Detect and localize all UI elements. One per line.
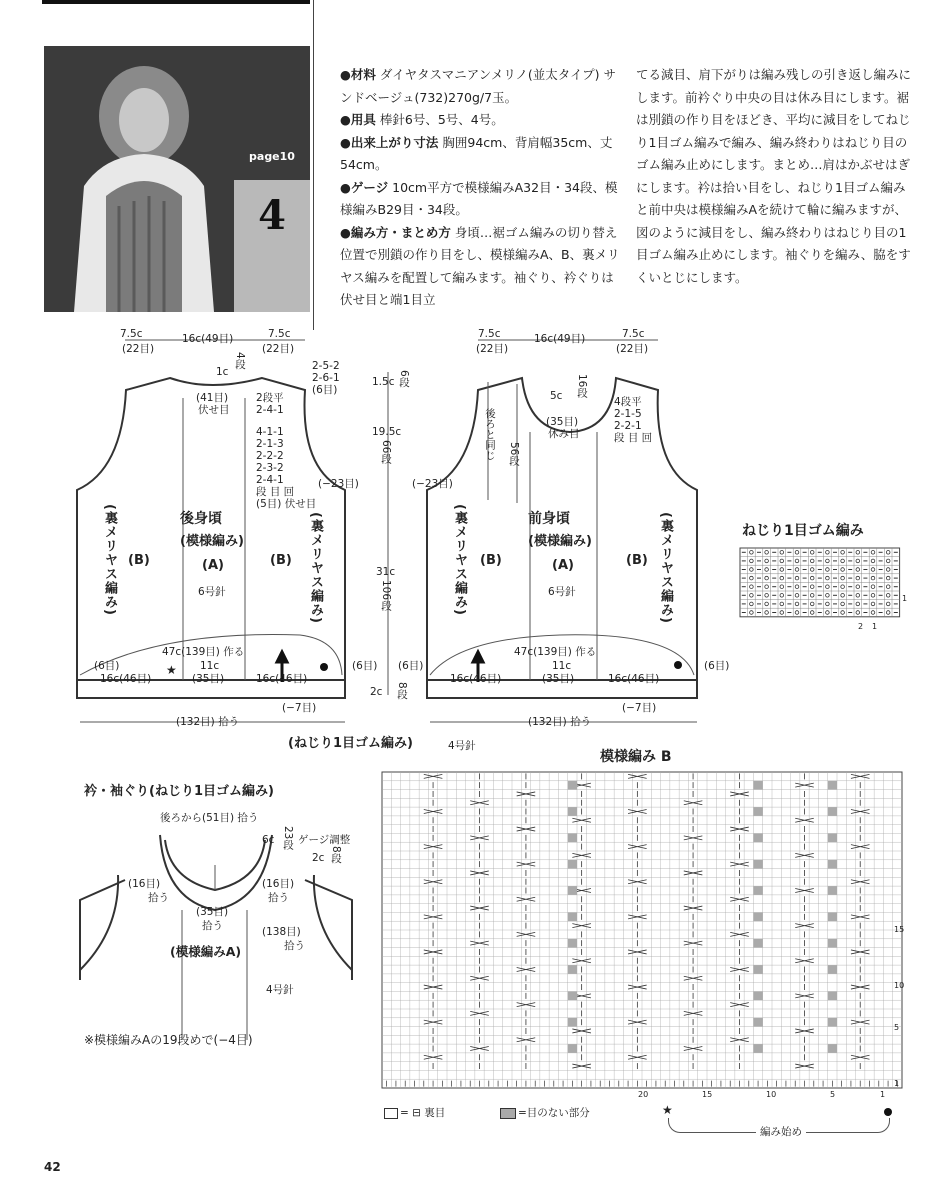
rib-label: (ねじり1目ゴム編み)	[288, 736, 413, 751]
dim-4-rows: 8段	[396, 682, 408, 700]
front-neck-seq-1: 2-1-5	[614, 408, 642, 420]
back-neck-rows: 4段	[234, 352, 246, 370]
back-needle: 6号針	[198, 586, 226, 598]
front-hem-side-l: (6目)	[398, 660, 424, 672]
back-top-right-w: 7.5c	[268, 328, 291, 340]
twisted-rib-chart	[740, 548, 900, 617]
front-neck-rows-56: 56段	[508, 442, 520, 466]
twisted-rib-row-num: 1	[902, 594, 908, 603]
front-neck-seq-3: 段 目 回	[614, 432, 653, 444]
back-body-pattern: (模様編み)	[180, 534, 244, 549]
front-hem-left: 16c(46目)	[450, 673, 502, 685]
page-number: 42	[44, 1160, 61, 1174]
back-cast-on: 47c(139目) 作る	[162, 646, 245, 658]
collar-left-side: (16目)	[128, 878, 161, 890]
back-side-b-right: (B)	[270, 553, 292, 568]
instructions-col1	[340, 64, 624, 312]
collar-note: ※模様編みAの19段めで(−4目)	[84, 1033, 253, 1047]
front-top-left-st: (22目)	[476, 343, 509, 355]
pattern-b-col-5: 5	[830, 1090, 836, 1099]
front-side-b-left: (B)	[480, 553, 502, 568]
back-shoulder-seq-2: (6目)	[312, 384, 338, 396]
back-armhole-seq-2: 2-2-2	[256, 450, 284, 462]
back-armhole-seq-4: 2-4-1	[256, 474, 284, 486]
schematic-lines	[0, 320, 949, 1200]
back-armhole-seq-0: 4-1-1	[256, 426, 284, 438]
collar-arm-pickup-label: 拾う	[284, 940, 305, 952]
front-hem-side-r: (6目)	[704, 660, 730, 672]
pattern-b-col-20: 20	[638, 1090, 649, 1099]
back-armhole-seq-6: (5目) 伏せ目	[256, 498, 317, 510]
back-hem-left: 16c(46目)	[100, 673, 152, 685]
back-hem-side-l: (6目)	[94, 660, 120, 672]
legend-purl: = ⊟ 裏目	[400, 1107, 446, 1119]
back-top-center: 16c(49目)	[182, 333, 234, 345]
back-hem-side-r: (6目)	[352, 660, 378, 672]
front-needle: 6号針	[548, 586, 576, 598]
front-neck-rows: 16段	[576, 374, 588, 398]
collar-center-pickup-label: 拾う	[202, 920, 223, 932]
front-body-title: 前身頃	[528, 511, 570, 527]
dim-4: 2c	[370, 686, 383, 698]
front-armhole-dec: (−23目)	[412, 478, 453, 490]
rib-needle: 4号針	[448, 740, 476, 752]
twisted-rib-title: ねじり1目ゴム編み	[742, 523, 864, 539]
dim-1-rows: 6段	[398, 370, 410, 388]
top-rule	[42, 0, 310, 4]
front-pickup: (132目) 拾う	[528, 716, 592, 728]
collar-arm-pickup: (138目)	[262, 926, 301, 938]
back-shoulder-seq-0: 2-5-2	[312, 360, 340, 372]
back-side-reverse-right: (裏メリヤス編み)	[308, 512, 323, 624]
pattern-b-start: 編み始め	[756, 1126, 806, 1138]
back-neck-seq-1: 2-4-1	[256, 404, 284, 416]
back-top-left-w: 7.5c	[120, 328, 143, 340]
front-dot-marker	[674, 661, 682, 669]
front-center-label: (A)	[552, 558, 574, 573]
collar-depth: 6c	[262, 834, 275, 846]
pattern-b-row-15: 15	[894, 925, 905, 934]
back-side-b-left: (B)	[128, 553, 150, 568]
collar-needle: 4号針	[266, 984, 294, 996]
materials-text: ダイヤタスマニアンメリノ(並太タイプ) サンドベージュ(732)270g/7玉。	[340, 67, 617, 105]
back-neck-depth: 1c	[216, 366, 229, 378]
legend-none: =目のない部分	[518, 1107, 590, 1119]
method-label: ●編み方・まとめ方	[340, 224, 451, 240]
tools-text: 棒針6号、5号、4号。	[379, 112, 504, 127]
dim-1: 1.5c	[372, 376, 395, 388]
back-pickup: (132目) 拾う	[176, 716, 240, 728]
tools-label: ●用具	[340, 112, 376, 127]
front-hem-center-w: 11c	[552, 660, 572, 672]
size-label: ●出来上がり寸法	[340, 134, 439, 150]
front-top-center: 16c(49目)	[534, 333, 586, 345]
pattern-b-col-15: 15	[702, 1090, 713, 1099]
dim-2-rows: 66段	[380, 440, 392, 464]
back-hem-center-w: 11c	[200, 660, 220, 672]
front-side-b-right: (B)	[626, 553, 648, 568]
dim-3: 31c	[376, 566, 396, 578]
front-neck-hold-label: 休み目	[548, 428, 580, 440]
materials-label: ●材料	[340, 67, 376, 82]
method-text-2: てる減目、肩下がりは編み残しの引き返し編みにします。前衿ぐり中央の目は休み目にします。裾は別鎖の作り目をほどき、平均に減目をしてねじり1目ゴム編みで編み、編み終わりはねじり目のゴム編み止めにします。まとめ…肩はかぶせはぎにします。衿は拾い目をし、ねじり1目ゴム編みと前中央は模様編みAを続けて輪に編みますが、図のように減目をし、編み終わりはねじり目の1目ゴム編み止めにします。袖ぐりを編み、脇をすくいとじにします。	[636, 67, 912, 285]
legend-none-swatch	[500, 1108, 516, 1119]
front-hem-center-st: (35目)	[542, 673, 575, 685]
collar-back-pickup: 後ろから(51目) 拾う	[160, 812, 259, 824]
pattern-b-chart	[382, 772, 905, 1088]
collar-center-pickup: (35目)	[196, 906, 229, 918]
collar-title: 衿・袖ぐり(ねじり1目ゴム編み)	[84, 784, 274, 799]
collar-right-side: (16目)	[262, 878, 295, 890]
pattern-b-row-10: 10	[894, 981, 905, 990]
front-side-reverse-right: (裏メリヤス編み)	[658, 512, 673, 624]
back-body-title: 後身頃	[180, 511, 222, 527]
collar-right-side-label: 拾う	[268, 892, 289, 904]
front-neck-seq-0: 4段平	[614, 396, 642, 408]
back-center-label: (A)	[202, 558, 224, 573]
gauge-text: 10cm平方で模様編みA32目・34段、模様編みB29目・34段。	[340, 179, 618, 217]
pattern-b-col-1: 1	[880, 1090, 886, 1099]
collar-depth-rows: 23段	[282, 826, 294, 850]
page-reference: page10	[249, 150, 295, 163]
pattern-b-col-10: 10	[766, 1090, 777, 1099]
back-armhole-seq-3: 2-3-2	[256, 462, 284, 474]
instructions-col2	[636, 64, 912, 289]
front-side-reverse-left: (裏メリヤス編み)	[452, 504, 467, 616]
back-neck-bind-label: 伏せ目	[198, 404, 230, 416]
collar-gauge-adjust: ゲージ調整	[298, 834, 351, 846]
back-hem-right: 16c(46目)	[256, 673, 308, 685]
pattern-number: 4	[258, 192, 286, 239]
dim-3-rows: 106段	[380, 580, 392, 611]
pattern-b-row-5: 5	[894, 1023, 900, 1032]
back-side-reverse-left: (裏メリヤス編み)	[102, 504, 117, 616]
dim-2: 19.5c	[372, 426, 402, 438]
back-shoulder-seq-1: 2-6-1	[312, 372, 340, 384]
twisted-rib-col-2: 2	[858, 622, 864, 631]
twisted-rib-col-1: 1	[872, 622, 878, 631]
back-neck-seq-0: 2段平	[256, 392, 284, 404]
collar-pattern: (模様編みA)	[170, 944, 242, 959]
pattern-b-row-1: 1	[894, 1079, 900, 1088]
back-dot-marker	[320, 663, 328, 671]
front-cast-on: 47c(139目) 作る	[514, 646, 597, 658]
front-neck-seq-2: 2-2-1	[614, 420, 642, 432]
pattern-b-star-marker: ★	[662, 1103, 673, 1117]
front-same-as-back: 後ろと同じ	[484, 408, 496, 461]
front-top-right-w: 7.5c	[622, 328, 645, 340]
collar-arm-depth: 2c	[312, 852, 325, 864]
back-top-right-st: (22目)	[262, 343, 295, 355]
front-body-pattern: (模様編み)	[528, 534, 592, 549]
back-top-left-st: (22目)	[122, 343, 155, 355]
back-rib-dec: (−7目)	[282, 702, 317, 714]
front-top-right-st: (22目)	[616, 343, 649, 355]
back-armhole-seq-5: 段 目 回	[256, 486, 295, 498]
front-top-left-w: 7.5c	[478, 328, 501, 340]
collar-arm-rows: 8段	[330, 846, 342, 864]
front-neck-hold: (35目)	[546, 416, 579, 428]
pattern-b-title: 模様編み B	[600, 749, 672, 765]
back-armhole-seq-1: 2-1-3	[256, 438, 284, 450]
legend-blank-swatch	[384, 1108, 398, 1119]
collar-left-side-label: 拾う	[148, 892, 169, 904]
vertical-rule	[313, 0, 314, 330]
gauge-label: ●ゲージ	[340, 179, 389, 195]
front-hem-right: 16c(46目)	[608, 673, 660, 685]
front-rib-dec: (−7目)	[622, 702, 657, 714]
back-hem-center-st: (35目)	[192, 673, 225, 685]
method-text-1: 身頃…裾ゴム編みの切り替え位置で別鎖の作り目をし、模様編みA、B、裏メリヤス編みを配置して編みます。袖ぐり、衿ぐりは伏せ目と端1目立	[340, 224, 620, 307]
size-text: 胸囲94cm、背肩幅35cm、丈54cm。	[340, 134, 613, 172]
pattern-b-dot-marker	[884, 1108, 892, 1116]
front-neck-depth: 5c	[550, 390, 563, 402]
back-star-marker: ★	[166, 663, 177, 677]
back-armhole-dec: (−23目)	[318, 478, 359, 490]
back-neck-bind: (41目)	[196, 392, 229, 404]
